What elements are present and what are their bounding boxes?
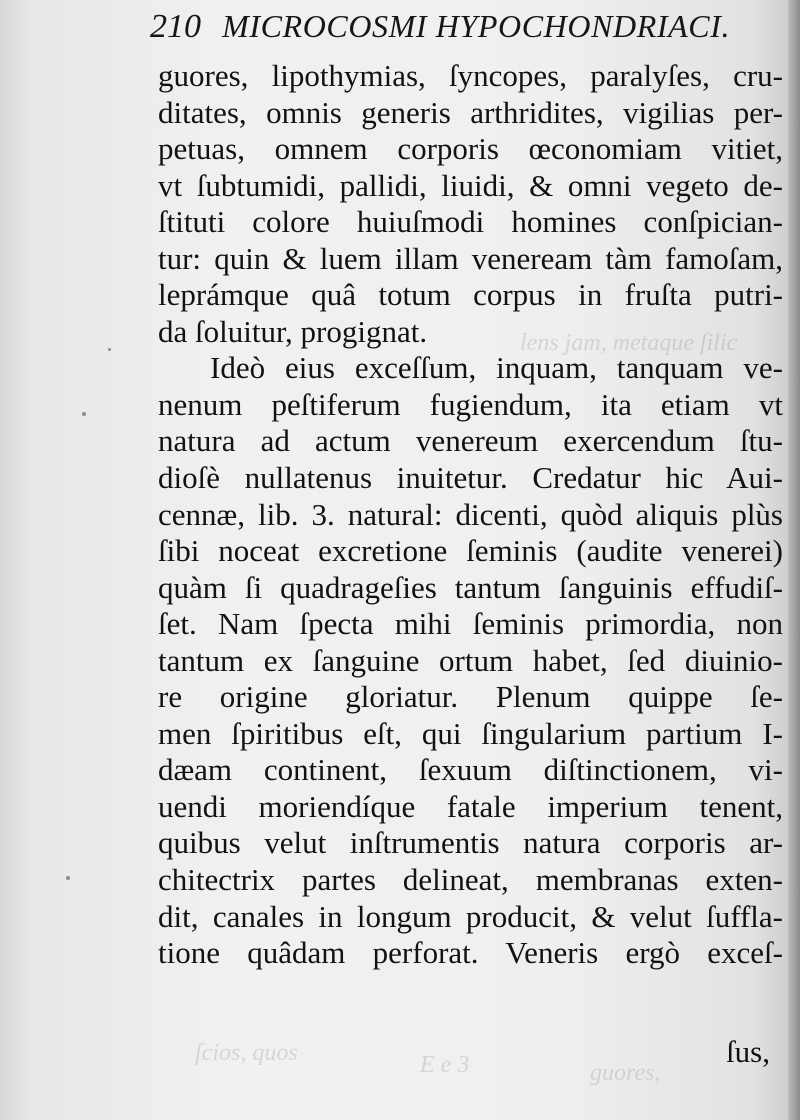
text-line: re origine gloriatur. Plenum quippe ſe- — [158, 679, 783, 715]
catchword: ſus, — [726, 1034, 770, 1069]
text-line: Ideò eius exceſſum, inquam, tanquam ve- — [210, 350, 783, 386]
text-line: chitectrix partes delineat, membranas exten- — [158, 862, 783, 898]
text-line: natura ad actum venereum exercendum ſtu- — [158, 423, 783, 459]
body-text — [158, 58, 783, 972]
text-line: leprámque quâ totum corpus in fruſta putri- — [158, 277, 783, 313]
paper-speck — [108, 348, 111, 351]
page-edge-shadow — [788, 0, 800, 1120]
text-line: uendi moriendíque fatale imperium tenent, — [158, 788, 783, 824]
text-line: ditates, omnis generis arthridites, vigilias per- — [158, 94, 783, 130]
text-line: nenum peſtiferum fugiendum, ita etiam vt — [158, 386, 783, 422]
text-line: ſtituti colore huiuſmodi homines conſpician- — [158, 204, 783, 240]
text-line: quàm ſi quadrageſies tantum ſanguinis effudiſ- — [158, 569, 783, 605]
text-line: da ſoluitur, progignat. — [158, 313, 428, 349]
paper-speck — [66, 876, 70, 880]
text-line: tantum ex ſanguine ortum habet, ſed diuinio- — [158, 642, 783, 678]
text-line: ſet. Nam ſpecta mihi ſeminis primordia, non — [158, 606, 783, 642]
bleed-through-text: E e 3 — [420, 1052, 470, 1078]
text-line: guores, lipothymias, ſyncopes, paralyſes, cru- — [158, 58, 783, 93]
text-line: men ſpiritibus eſt, qui ſingularium partium I- — [158, 715, 783, 751]
text-line: quibus velut inſtrumentis natura corporis ar- — [158, 825, 783, 861]
bleed-through-text: lens jam, metaque ſilic — [520, 330, 738, 356]
bleed-through-text: guores, — [590, 1060, 661, 1086]
text-line: vt ſubtumidi, pallidi, liuidi, & omni vegeto de- — [158, 167, 783, 203]
text-line: ſibi noceat excretione ſeminis (audite venerei) — [158, 533, 783, 569]
page-number: 210 — [150, 8, 201, 45]
paper-speck — [82, 412, 86, 416]
running-title: MICROCOSMI HYPOCHONDRIACI. — [222, 8, 731, 44]
text-line: petuas, omnem corporis œconomiam vitiet, — [158, 131, 783, 167]
text-line: dit, canales in longum producit, & velut ſuffla- — [158, 898, 783, 934]
text-line: dioſè nullatenus inuitetur. Credatur hic Aui- — [158, 460, 783, 496]
running-head — [150, 8, 790, 54]
bleed-through-text: ſcios, quos — [195, 1040, 298, 1066]
text-line: dæam continent, ſexuum diſtinctionem, vi- — [158, 752, 783, 788]
text-line: tur: quin & luem illam veneream tàm famoſam, — [158, 240, 783, 276]
text-line: cennæ, lib. 3. natural: dicenti, quòd aliquis plùs — [158, 496, 783, 532]
text-line: tione quâdam perforat. Veneris ergò exceſ- — [158, 935, 783, 971]
